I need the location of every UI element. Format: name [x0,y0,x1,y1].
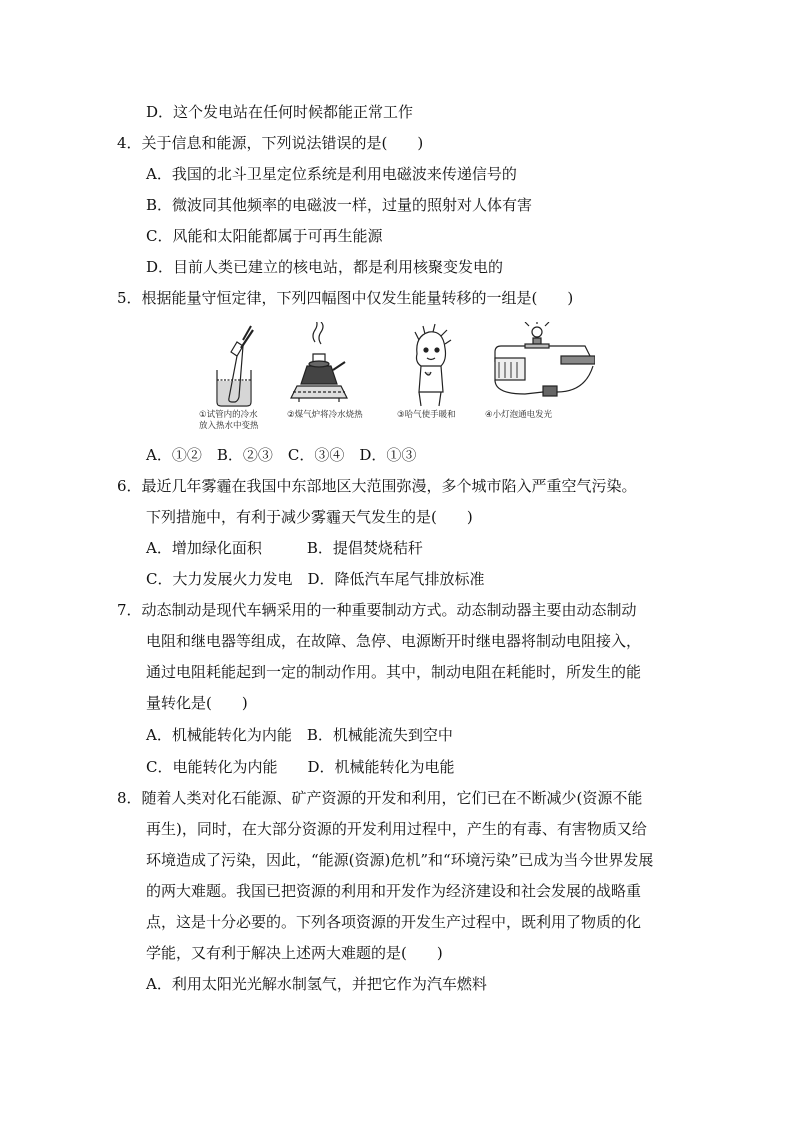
q5-options: A．①② B．②③ C．③④ D．①③ [146,446,417,464]
figure-caption-2: ②煤气炉将冷水烧热 [287,410,363,420]
q3-option-d: D．这个发电站在任何时候都能正常工作 [146,103,414,121]
q8-stem-line3: 环境造成了污染，因此，“能源(资源)危机”和“环境污染”已成为当今世界发展 [146,851,654,869]
figure-caption-4: ④小灯泡通电发光 [485,410,553,420]
q7-options-ab: A．机械能转化为内能 B．机械能流失到空中 [146,726,453,744]
q6-stem-line2: 下列措施中，有利于减少雾霾天气发生的是( ) [146,508,473,526]
q4-option-d: D．目前人类已建立的核电站，都是利用核聚变发电的 [146,258,504,276]
q8-stem-line5: 点，这是十分必要的。下列各项资源的开发生产过程中，既利用了物质的化 [146,913,642,931]
q8-stem-line6: 学能，又有利于解决上述两大难题的是( ) [146,944,443,962]
q4-stem: 4．关于信息和能源，下列说法错误的是( ) [117,134,424,152]
q8-stem-line1: 8．随着人类对化石能源、矿产资源的开发和利用，它们已在不断减少(资源不能 [117,789,643,807]
q8-stem-line4: 的两大难题。我国已把资源的利用和开发作为经济建设和社会发展的战略重 [146,882,642,900]
q6-options-ab: A．增加绿化面积 B．提倡焚烧秸秆 [146,539,423,557]
q7-stem-line2: 电阻和继电器等组成，在故障、急停、电源断开时继电器将制动电阻接入， [146,632,642,650]
beaker-testtube-illustration [217,326,253,406]
q4-option-a: A．我国的北斗卫星定位系统是利用电磁波来传递信号的 [146,165,517,183]
q7-stem-line3: 通过电阻耗能起到一定的制动作用。其中，制动电阻在耗能时，所发生的能 [146,663,642,681]
q8-option-a: A．利用太阳光光解水制氢气，并把它作为汽车燃料 [146,975,487,993]
figure-caption-1b: 放入热水中变热 [199,421,259,431]
q6-stem-line1: 6．最近几年雾霾在我国中东部地区大范围弥漫，多个城市陷入严重空气污染。 [117,477,637,495]
q5-figure [195,322,595,434]
q4-option-c: C．风能和太阳能都属于可再生能源 [146,227,383,245]
q8-stem-line2: 再生)，同时，在大部分资源的开发利用过程中，产生的有毒、有害物质又给 [146,820,647,838]
person-warming-hands-illustration [415,324,451,406]
figure-caption-3: ③哈气使手暖和 [397,410,456,420]
q5-stem: 5．根据能量守恒定律，下列四幅图中仅发生能量转移的一组是( ) [117,289,574,307]
q7-stem-line1: 7．动态制动是现代车辆采用的一种重要制动方式。动态制动器主要由动态制动 [117,601,637,619]
figure-caption-1a: ①试管内的冷水 [199,410,258,420]
gas-stove-kettle-illustration [291,322,347,402]
bulb-circuit-illustration [495,322,595,396]
q4-option-b: B．微波同其他频率的电磁波一样，过量的照射对人体有害 [146,196,533,214]
q6-options-cd: C．大力发展火力发电 D．降低汽车尾气排放标准 [146,570,485,588]
q7-options-cd: C．电能转化为内能 D．机械能转化为电能 [146,758,455,776]
q7-stem-line4: 量转化是( ) [146,694,248,712]
